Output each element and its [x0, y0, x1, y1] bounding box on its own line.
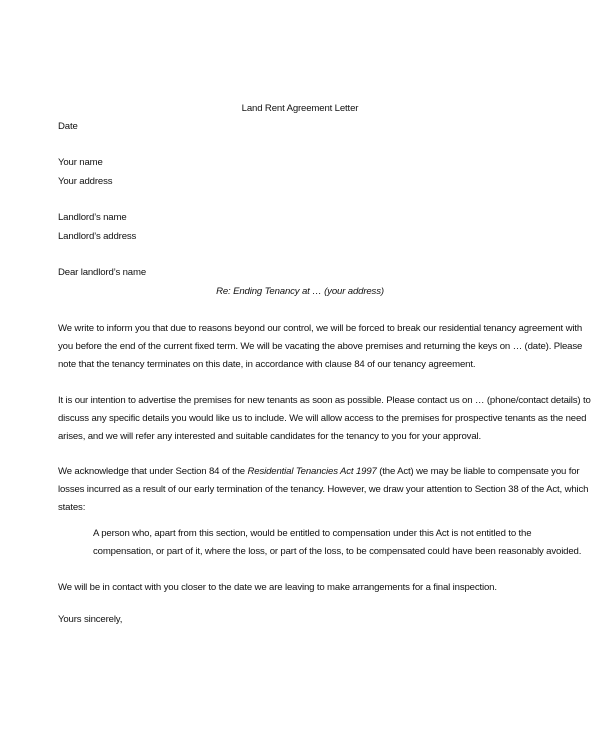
- landlord-name: Landlord’s name: [58, 212, 127, 223]
- quoted-section-line: A person who, apart from this section, would be entitled to compensation under this Act is not entitled to the: [93, 528, 532, 539]
- salutation: Dear landlord’s name: [58, 267, 147, 278]
- act-name: Residential Tenancies Act 1997: [247, 466, 377, 477]
- paragraph-3-prefix: We acknowledge that under Section 84 of the: [58, 466, 248, 477]
- letter-title: Land Rent Agreement Letter: [241, 103, 359, 114]
- paragraph-2-line: discuss any specific details you would like us to include. We will allow access to the premises for prospective tenants as the need: [58, 413, 587, 424]
- re-line: Re: Ending Tenancy at … (your address): [216, 286, 384, 297]
- sender-name: Your name: [58, 157, 103, 168]
- paragraph-3-suffix: (the Act) we may be liable to compensate you for: [376, 466, 580, 477]
- paragraph-1-line: you before the end of the current fixed term. We will be vacating the above premises and returning the keys on … (date). Please: [58, 341, 583, 352]
- sender-address: Your address: [58, 176, 113, 187]
- paragraph-2-line: It is our intention to advertise the premises for new tenants as soon as possible. Please contact us on … (phone/contact details) to: [58, 395, 591, 406]
- closing: Yours sincerely,: [58, 614, 123, 625]
- date-line: Date: [58, 121, 78, 132]
- paragraph-3-line: [58, 466, 579, 478]
- paragraph-1-line: We write to inform you that due to reasons beyond our control, we will be forced to break our residential tenancy agreement with: [58, 323, 583, 334]
- paragraph-1-line: note that the tenancy terminates on this date, in accordance with clause 84 of our tenancy agreement.: [58, 359, 476, 370]
- quoted-section-line: compensation, or part of it, where the loss, or part of the loss, to be compensated could have been reasonably avoided.: [93, 546, 582, 557]
- paragraph-2-line: arises, and we will refer any interested and suitable candidates for the tenancy to you for your approval.: [58, 431, 481, 442]
- paragraph-3-line: states:: [58, 502, 86, 513]
- paragraph-3-line: losses incurred as a result of our early termination of the tenancy. However, we draw your attention to Section 38 of the Act, which: [58, 484, 589, 495]
- landlord-address: Landlord’s address: [58, 231, 137, 242]
- paragraph-4: We will be in contact with you closer to the date we are leaving to make arrangements for a final inspection.: [58, 582, 497, 593]
